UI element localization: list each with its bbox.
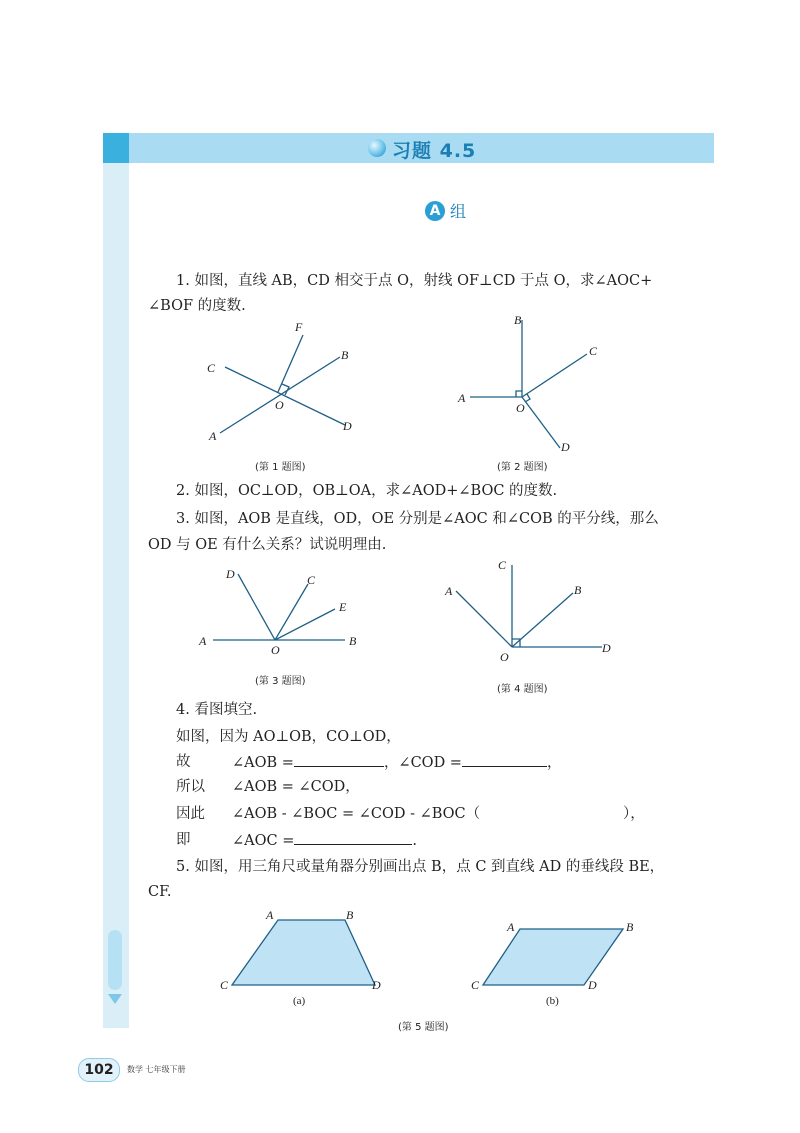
q4-row1-c: ，: [546, 755, 562, 771]
label-C: C: [498, 558, 507, 572]
figure-2-caption: (第 2 题图): [497, 462, 548, 473]
book-title: 数学 七年级下册: [127, 1065, 186, 1074]
side-bar: [103, 133, 129, 1028]
banner-corner: [103, 133, 129, 163]
label-A: A: [458, 391, 466, 405]
figure-5a: [215, 905, 390, 995]
figure-2: [450, 310, 610, 455]
group-heading: [425, 199, 466, 222]
label-A: A: [445, 584, 453, 598]
right-angle-mark-1: [516, 391, 522, 397]
label-D: D: [602, 641, 611, 655]
figure-1-caption: (第 1 题图): [255, 462, 306, 473]
figure-4: [440, 555, 620, 665]
label-C: C: [307, 573, 316, 587]
q3-line1: 3. 如图，AOB 是直线，OD，OE 分别是∠AOC 和∠COB 的平分线，那么: [176, 511, 659, 527]
label-D: D: [588, 978, 597, 992]
label-C: C: [589, 344, 598, 358]
figure-3: [195, 562, 370, 657]
label-A: A: [266, 908, 274, 922]
parallelogram-abcd: [483, 929, 623, 985]
figure-4-caption: (第 4 题图): [497, 684, 548, 695]
q4-title: 4. 看图填空.: [176, 702, 258, 718]
line-ab: [220, 357, 340, 433]
ray-od: [522, 397, 560, 448]
label-O: O: [271, 643, 280, 657]
trapezoid-abcd: [232, 920, 375, 985]
label-C: C: [471, 978, 480, 992]
label-C: C: [220, 978, 229, 992]
figure-5b-caption: (b): [546, 995, 559, 1007]
figure-5a-caption: (a): [293, 995, 306, 1007]
group-badge: A: [425, 201, 445, 221]
figure-1: [195, 315, 365, 450]
label-B: B: [346, 908, 354, 922]
q4-row4-label: 即: [176, 832, 191, 848]
label-O: O: [275, 398, 284, 412]
blank-cod[interactable]: [462, 752, 547, 767]
figure-5b: [470, 915, 640, 995]
label-D: D: [343, 419, 352, 433]
label-D: D: [372, 978, 381, 992]
label-O: O: [516, 401, 525, 415]
label-F: F: [295, 320, 303, 334]
group-label: 组: [450, 202, 467, 221]
q1-line2: ∠BOF 的度数.: [148, 298, 246, 314]
q4-row3-label: 因此: [176, 806, 205, 822]
q4-row1-a: ∠AOB =: [232, 755, 294, 771]
ray-oa: [456, 591, 512, 647]
q4-row4-end: .: [412, 833, 417, 849]
q4-row1-label: 故: [176, 754, 191, 770]
exercise-title: 习题 4.5: [392, 140, 477, 162]
label-B: B: [341, 348, 349, 362]
q4-row1: [232, 752, 561, 773]
q1-line1: 1. 如图，直线 AB，CD 相交于点 O，射线 OF⊥CD 于点 O，求∠AOC+: [176, 273, 653, 289]
blank-aob[interactable]: [294, 752, 384, 767]
q5-line1: 5. 如图，用三角尺或量角器分别画出点 B，点 C 到直线 AD 的垂线段 BE，: [176, 859, 665, 875]
q4-row4: [232, 830, 417, 851]
label-B: B: [514, 313, 522, 327]
label-D: D: [561, 440, 570, 454]
blank-aoc[interactable]: [294, 830, 412, 845]
q3-line2: OD 与 OE 有什么关系？试说明理由.: [148, 537, 387, 553]
figure-5-caption: (第 5 题图): [398, 1022, 449, 1033]
label-E: E: [339, 600, 347, 614]
label-D: D: [226, 567, 235, 581]
down-arrow-icon: [108, 994, 122, 1004]
figure-3-caption: (第 3 题图): [255, 676, 306, 687]
q4-intro: 如图，因为 AO⊥OB，CO⊥OD，: [176, 729, 401, 745]
label-O: O: [500, 650, 509, 664]
page-number: 102: [78, 1058, 120, 1082]
label-A: A: [199, 634, 207, 648]
ray-ob: [512, 593, 573, 647]
q4-row3: ∠AOB - ∠BOC = ∠COD - ∠BOC（: [232, 806, 481, 822]
q4-row1-b: ，∠COD =: [383, 755, 462, 771]
label-B: B: [626, 920, 634, 934]
q4-row2-label: 所以: [176, 779, 205, 795]
q5-line2: CF.: [148, 884, 172, 900]
q4-row3-end: ），: [623, 806, 645, 822]
ray-oc: [522, 354, 587, 397]
label-A: A: [209, 429, 217, 443]
label-C: C: [207, 361, 216, 375]
side-scroll-marker: [108, 930, 122, 990]
q2-text: 2. 如图，OC⊥OD，OB⊥OA，求∠AOD+∠BOC 的度数.: [176, 483, 558, 499]
label-B: B: [574, 583, 582, 597]
label-A: A: [507, 920, 515, 934]
label-B: B: [349, 634, 357, 648]
q4-row4-text: ∠AOC =: [232, 833, 295, 849]
ray-od: [238, 574, 275, 640]
q4-row2: ∠AOB = ∠COD，: [232, 779, 360, 795]
